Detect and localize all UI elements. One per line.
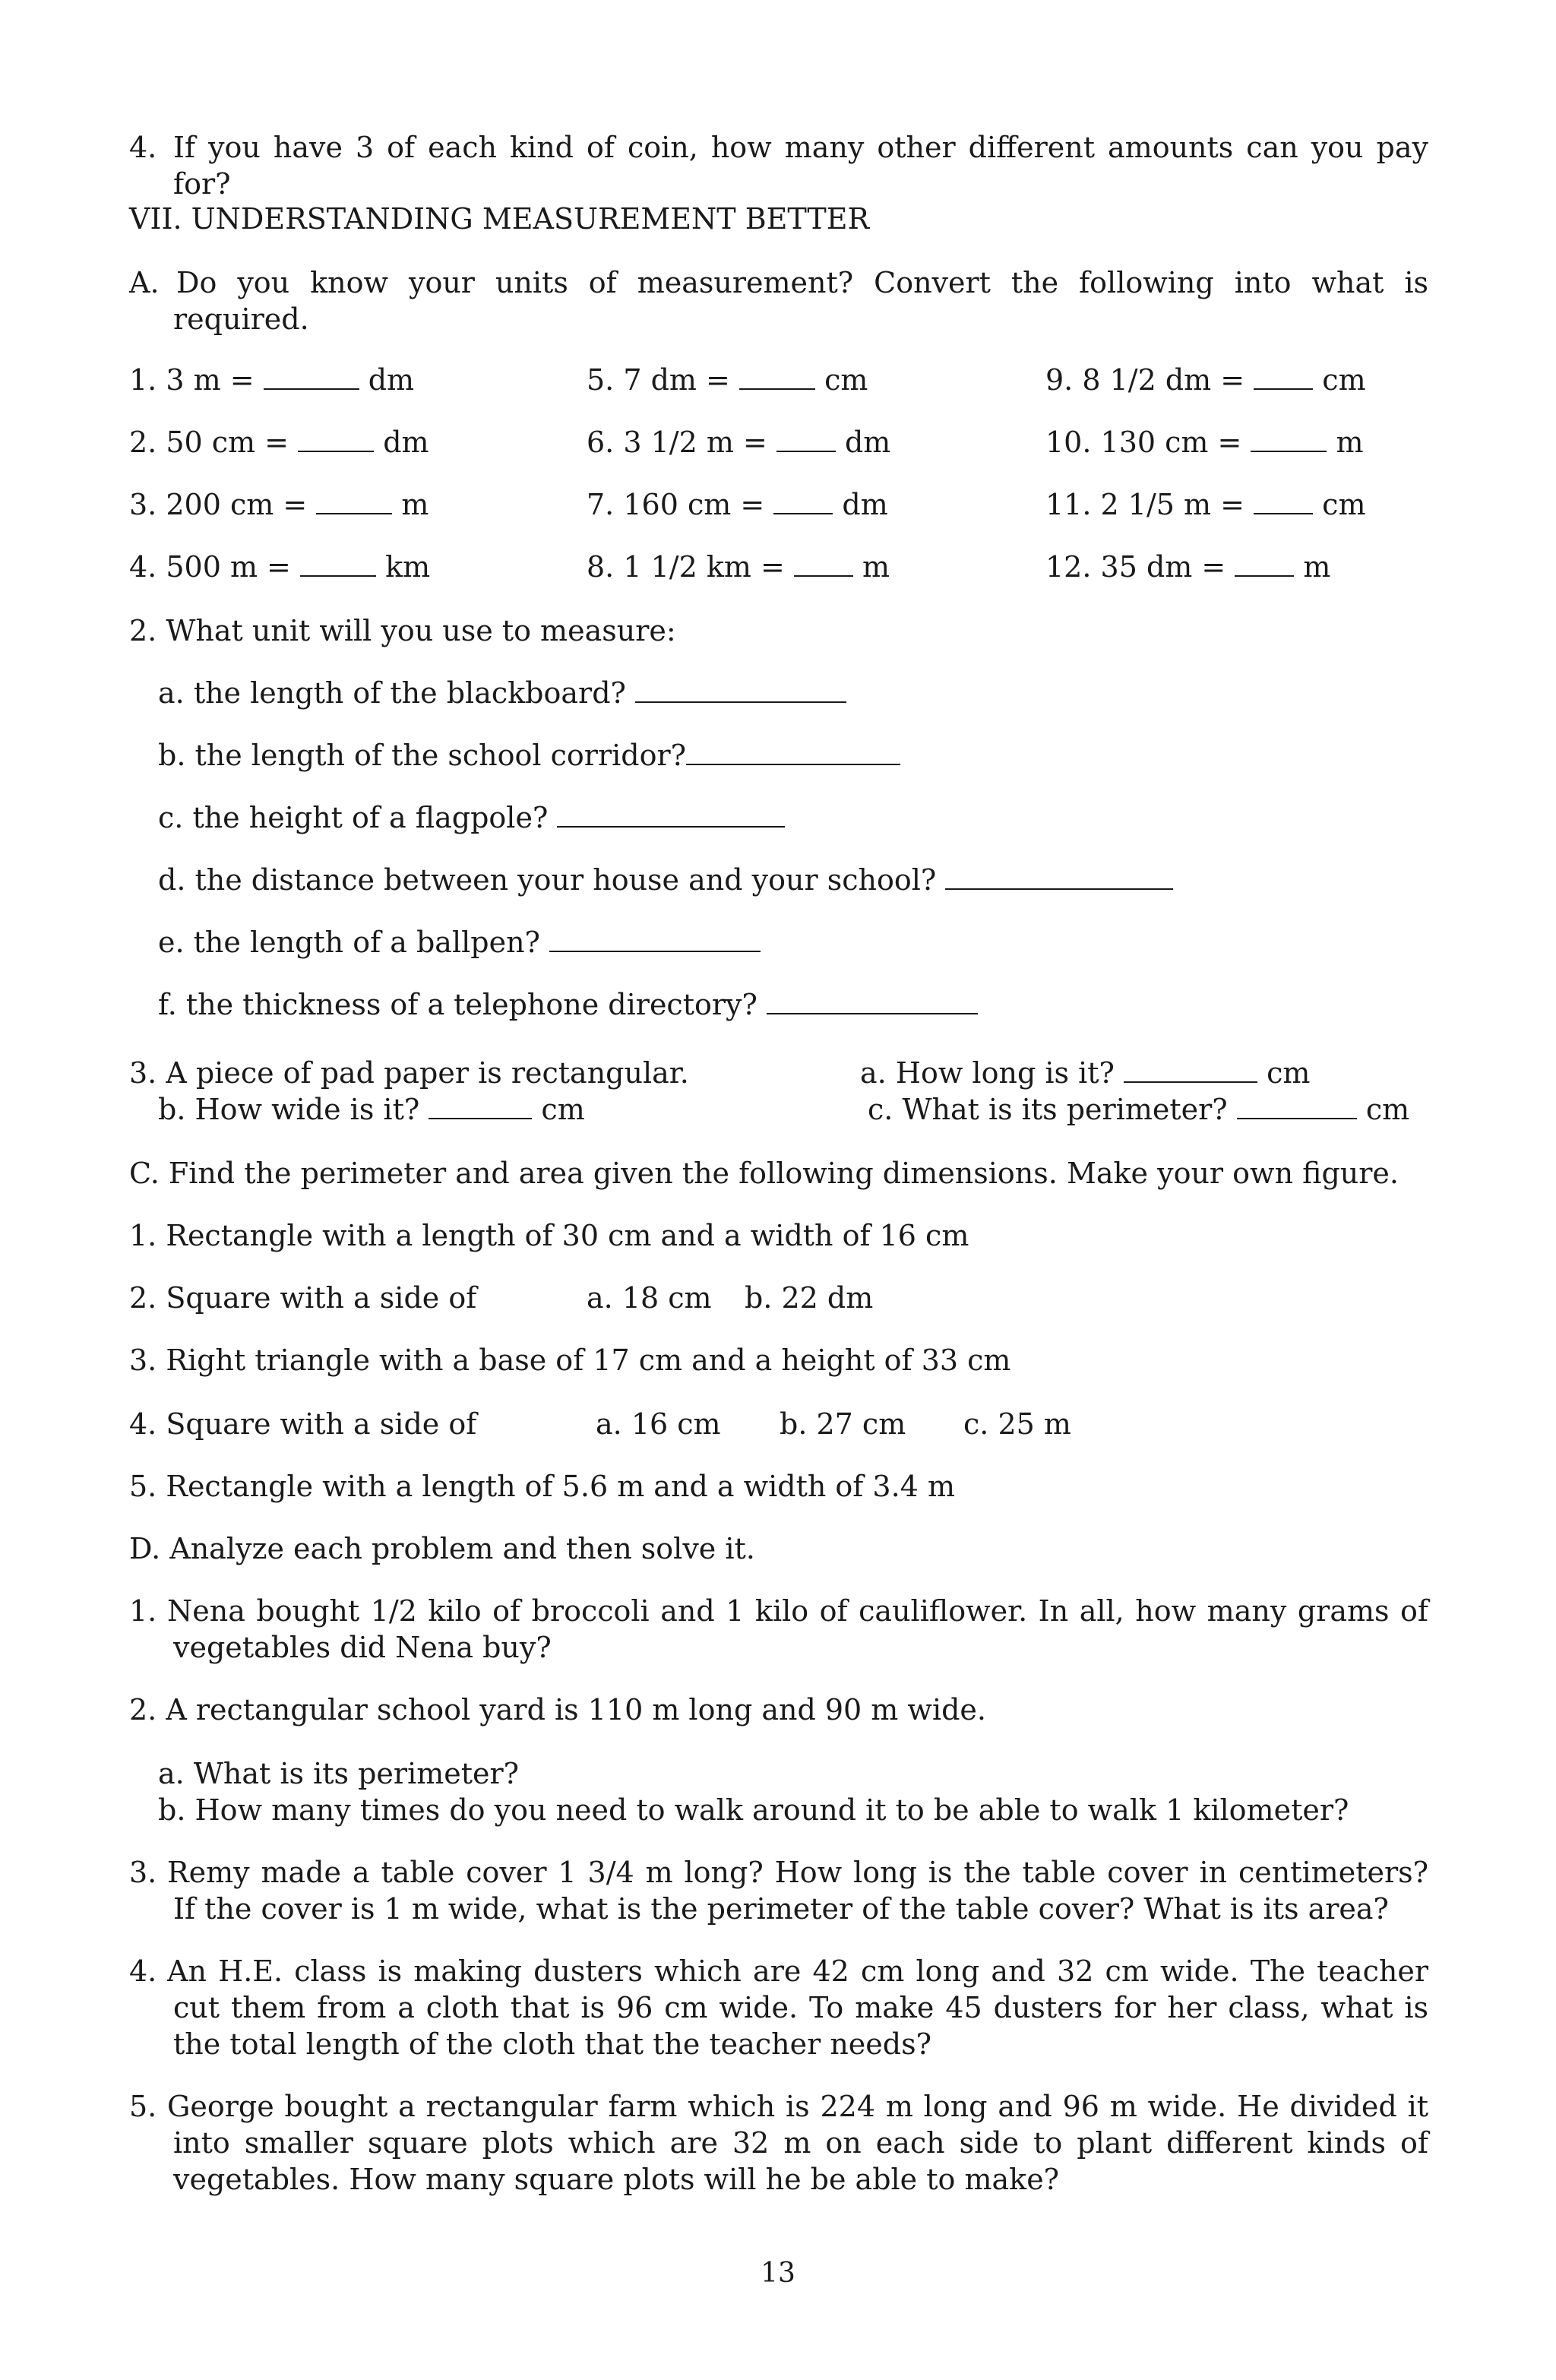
problem-2-b: b. How many times do you need to walk around it to be able to walk 1 kilometer? — [158, 1793, 1349, 1827]
conversion-item: 6. 3 1/2 m = dm — [587, 426, 891, 459]
conversion-item: 2. 50 cm = dm — [129, 426, 429, 459]
problem-3-line2: If the cover is 1 m wide, what is the perimeter of the table cover? What is its area? — [173, 1892, 1389, 1926]
conversion-item: 11. 2 1/5 m = cm — [1045, 488, 1366, 521]
problem-1-number: 1. — [129, 1594, 157, 1628]
answer-blank[interactable] — [776, 425, 836, 452]
answer-blank[interactable] — [298, 425, 374, 452]
answer-blank[interactable] — [549, 925, 761, 952]
part-c-option: c. 25 m — [963, 1407, 1071, 1441]
q3-a: a. How long is it? cm — [860, 1056, 1311, 1090]
part-a-line2: required. — [173, 302, 309, 336]
problem-1-line2: vegetables did Nena buy? — [173, 1631, 552, 1664]
part-c-option: a. 16 cm — [596, 1407, 721, 1441]
q2-item: a. the length of the blackboard? — [158, 675, 846, 711]
problem-4-number: 4. — [129, 1954, 157, 1988]
answer-blank[interactable] — [264, 362, 359, 390]
answer-blank[interactable] — [1254, 362, 1313, 390]
problem-5-line2: into smaller square plots which are 32 m on each side to plant different kinds of — [173, 2126, 1428, 2160]
q2-item: f. the thickness of a telephone directory? — [158, 986, 978, 1023]
answer-blank[interactable] — [794, 549, 853, 577]
answer-blank[interactable] — [767, 987, 978, 1014]
answer-blank[interactable] — [300, 549, 376, 577]
part-c-option: b. 22 dm — [745, 1281, 874, 1315]
conversion-item: 12. 35 dm = m — [1045, 550, 1331, 584]
problem-2-a: a. What is its perimeter? — [158, 1757, 520, 1790]
answer-blank[interactable] — [739, 362, 815, 390]
section-title: VII. UNDERSTANDING MEASUREMENT BETTER — [129, 202, 870, 236]
intro-q4-number: 4. — [129, 131, 157, 164]
problem-4-line1: An H.E. class is making dusters which are 42 cm long and 32 cm wide. The teacher — [167, 1954, 1428, 1988]
q2-item: b. the length of the school corridor? — [158, 737, 900, 774]
q2-item: e. the length of a ballpen? — [158, 924, 761, 961]
conversion-item: 4. 500 m = km — [129, 550, 431, 584]
problem-1-line1: Nena bought 1/2 kilo of broccoli and 1 kilo of cauliflower. In all, how many grams of — [167, 1594, 1428, 1628]
part-a-label: A. — [129, 266, 160, 299]
answer-blank[interactable] — [557, 800, 785, 828]
q3-intro: 3. A piece of pad paper is rectangular. — [129, 1056, 689, 1090]
answer-blank[interactable] — [686, 738, 900, 765]
part-a-line1: Do you know your units of measurement? Convert the following into what is — [176, 266, 1428, 299]
answer-blank[interactable] — [429, 1092, 532, 1119]
answer-blank[interactable] — [1237, 1092, 1357, 1119]
problem-5-number: 5. — [129, 2090, 157, 2123]
answer-blank[interactable] — [316, 487, 392, 514]
conversion-item: 5. 7 dm = cm — [587, 363, 868, 397]
part-c-item: 4. Square with a side of — [129, 1407, 477, 1441]
part-c-title: C. Find the perimeter and area given the following dimensions. Make your own figure. — [129, 1157, 1399, 1190]
problem-3-number: 3. — [129, 1856, 157, 1889]
problem-5-line3: vegetables. How many square plots will he be able to make? — [173, 2163, 1060, 2196]
conversion-item: 10. 130 cm = m — [1045, 426, 1364, 459]
part-c-item: 2. Square with a side of — [129, 1281, 477, 1315]
answer-blank[interactable] — [1254, 487, 1313, 514]
q3-b: b. How wide is it? cm — [158, 1093, 585, 1126]
answer-blank[interactable] — [1251, 425, 1327, 452]
answer-blank[interactable] — [773, 487, 833, 514]
answer-blank[interactable] — [1235, 549, 1294, 577]
part-d-title: D. Analyze each problem and then solve it. — [129, 1532, 755, 1565]
conversion-item: 1. 3 m = dm — [129, 363, 415, 397]
answer-blank[interactable] — [1124, 1055, 1257, 1083]
q2-item: c. the height of a flagpole? — [158, 799, 785, 836]
answer-blank[interactable] — [945, 862, 1173, 890]
part-c-item: 1. Rectangle with a length of 30 cm and a width of 16 cm — [129, 1219, 969, 1252]
conversion-item: 3. 200 cm = m — [129, 488, 429, 521]
problem-4-line2: cut them from a cloth that is 96 cm wide. To make 45 dusters for her class, what is — [173, 1991, 1428, 2024]
page-number: 13 — [761, 2258, 795, 2289]
part-c-option: a. 18 cm — [587, 1281, 712, 1315]
intro-q4-line1: If you have 3 of each kind of coin, how many other different amounts can you pay — [173, 131, 1428, 164]
part-c-option: b. 27 cm — [780, 1407, 906, 1441]
part-c-item: 3. Right triangle with a base of 17 cm and a height of 33 cm — [129, 1343, 1011, 1377]
q3-c: c. What is its perimeter? cm — [868, 1093, 1410, 1126]
problem-3-line1: Remy made a table cover 1 3/4 m long? How long is the table cover in centimeters? — [167, 1856, 1428, 1889]
problem-4-line3: the total length of the cloth that the teacher needs? — [173, 2027, 931, 2061]
conversion-item: 8. 1 1/2 km = m — [587, 550, 890, 584]
answer-blank[interactable] — [635, 676, 846, 703]
problem-5-line1: George bought a rectangular farm which is 224 m long and 96 m wide. He divided it — [167, 2090, 1428, 2123]
intro-q4-line2: for? — [173, 167, 231, 201]
conversion-item: 9. 8 1/2 dm = cm — [1045, 363, 1366, 397]
part-c-item: 5. Rectangle with a length of 5.6 m and a width of 3.4 m — [129, 1470, 955, 1503]
problem-2: 2. A rectangular school yard is 110 m long and 90 m wide. — [129, 1693, 986, 1726]
conversion-item: 7. 160 cm = dm — [587, 488, 888, 521]
q2-title: 2. What unit will you use to measure: — [129, 614, 676, 647]
q2-item: d. the distance between your house and your school? — [158, 862, 1173, 898]
